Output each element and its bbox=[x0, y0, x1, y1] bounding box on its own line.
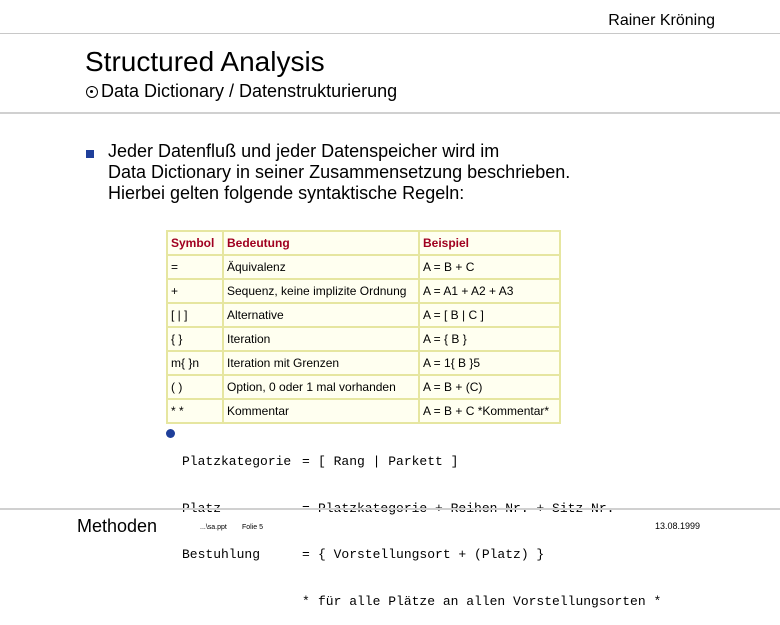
square-bullet-icon bbox=[86, 150, 94, 158]
definition-op: = bbox=[302, 454, 310, 469]
definition-rhs: für alle Plätze an allen Vorstellungsorten * bbox=[318, 593, 662, 609]
definition-line bbox=[182, 594, 661, 610]
definition-rhs: Platzkategorie + Reihen-Nr. + Sitz-Nr. bbox=[318, 500, 615, 516]
cell-meaning: Iteration bbox=[223, 327, 419, 351]
slide-subtitle bbox=[86, 81, 397, 102]
target-bullet-icon bbox=[86, 86, 98, 98]
definition-line bbox=[182, 454, 661, 470]
header-divider bbox=[0, 33, 780, 34]
footer-date: 13.08.1999 bbox=[655, 521, 701, 531]
cell-meaning: Kommentar bbox=[223, 399, 419, 423]
definition-line bbox=[182, 547, 661, 563]
cell-example: A = B + C *Kommentar* bbox=[419, 399, 560, 423]
cell-example: A = 1{ B }5 bbox=[419, 351, 560, 375]
table-row bbox=[167, 351, 560, 375]
cell-example: A = B + (C) bbox=[419, 375, 560, 399]
cell-example: A = [ B | C ] bbox=[419, 303, 560, 327]
cell-symbol: ( ) bbox=[167, 375, 223, 399]
cell-meaning: Alternative bbox=[223, 303, 419, 327]
cell-meaning: Sequenz, keine implizite Ordnung bbox=[223, 279, 419, 303]
cell-symbol: * * bbox=[167, 399, 223, 423]
definition-op: = bbox=[302, 547, 310, 562]
table-row bbox=[167, 303, 560, 327]
cell-symbol: + bbox=[167, 279, 223, 303]
cell-meaning: Option, 0 oder 1 mal vorhanden bbox=[223, 375, 419, 399]
cell-symbol: = bbox=[167, 255, 223, 279]
footer-section: Methoden bbox=[77, 516, 158, 536]
bullet-line: Hierbei gelten folgende syntaktische Regeln: bbox=[108, 183, 465, 203]
table-row bbox=[167, 279, 560, 303]
definition-op: * bbox=[302, 593, 310, 609]
header-meaning: Bedeutung bbox=[223, 231, 419, 255]
table-header-row bbox=[167, 231, 560, 255]
footer-divider bbox=[0, 508, 780, 510]
title-divider bbox=[0, 112, 780, 114]
table-row bbox=[167, 399, 560, 423]
definition-lhs: Platz bbox=[182, 500, 222, 516]
footer-file: ...\sa.ppt bbox=[200, 524, 227, 531]
subtitle-text: Data Dictionary / Datenstrukturierung bbox=[101, 81, 398, 101]
cell-meaning: Äquivalenz bbox=[223, 255, 419, 279]
cell-symbol: [ | ] bbox=[167, 303, 223, 327]
cell-meaning: Iteration mit Grenzen bbox=[223, 351, 419, 375]
definition-lhs: Platzkategorie bbox=[182, 454, 292, 469]
definition-op: = bbox=[302, 500, 310, 516]
table-row bbox=[167, 327, 560, 351]
definition-rhs: { Vorstellungsort + (Platz) } bbox=[318, 547, 545, 562]
definition-lhs bbox=[182, 594, 302, 610]
header-symbol: Symbol bbox=[167, 231, 223, 255]
cell-example: A = A1 + A2 + A3 bbox=[419, 279, 560, 303]
bullet-paragraph bbox=[108, 141, 668, 204]
table-row bbox=[167, 375, 560, 399]
footer-page: Folie 5 bbox=[242, 524, 264, 531]
cell-example: A = { B } bbox=[419, 327, 560, 351]
cell-example: A = B + C bbox=[419, 255, 560, 279]
slide-title: Structured Analysis bbox=[85, 46, 325, 77]
bullet-line: Data Dictionary in seiner Zusammensetzung beschrieben. bbox=[108, 162, 571, 182]
header-example: Beispiel bbox=[419, 231, 560, 255]
definition-rhs: [ Rang | Parkett ] bbox=[318, 454, 459, 469]
cell-symbol: { } bbox=[167, 327, 223, 351]
cell-symbol: m{ }n bbox=[167, 351, 223, 375]
author-name: Rainer Kröning bbox=[608, 12, 715, 29]
round-bullet-icon bbox=[166, 429, 175, 438]
bullet-line: Jeder Datenfluß und jeder Datenspeicher wird im bbox=[108, 141, 500, 161]
definition-lhs: Bestuhlung bbox=[182, 547, 261, 562]
table-row bbox=[167, 255, 560, 279]
syntax-table bbox=[166, 230, 561, 424]
